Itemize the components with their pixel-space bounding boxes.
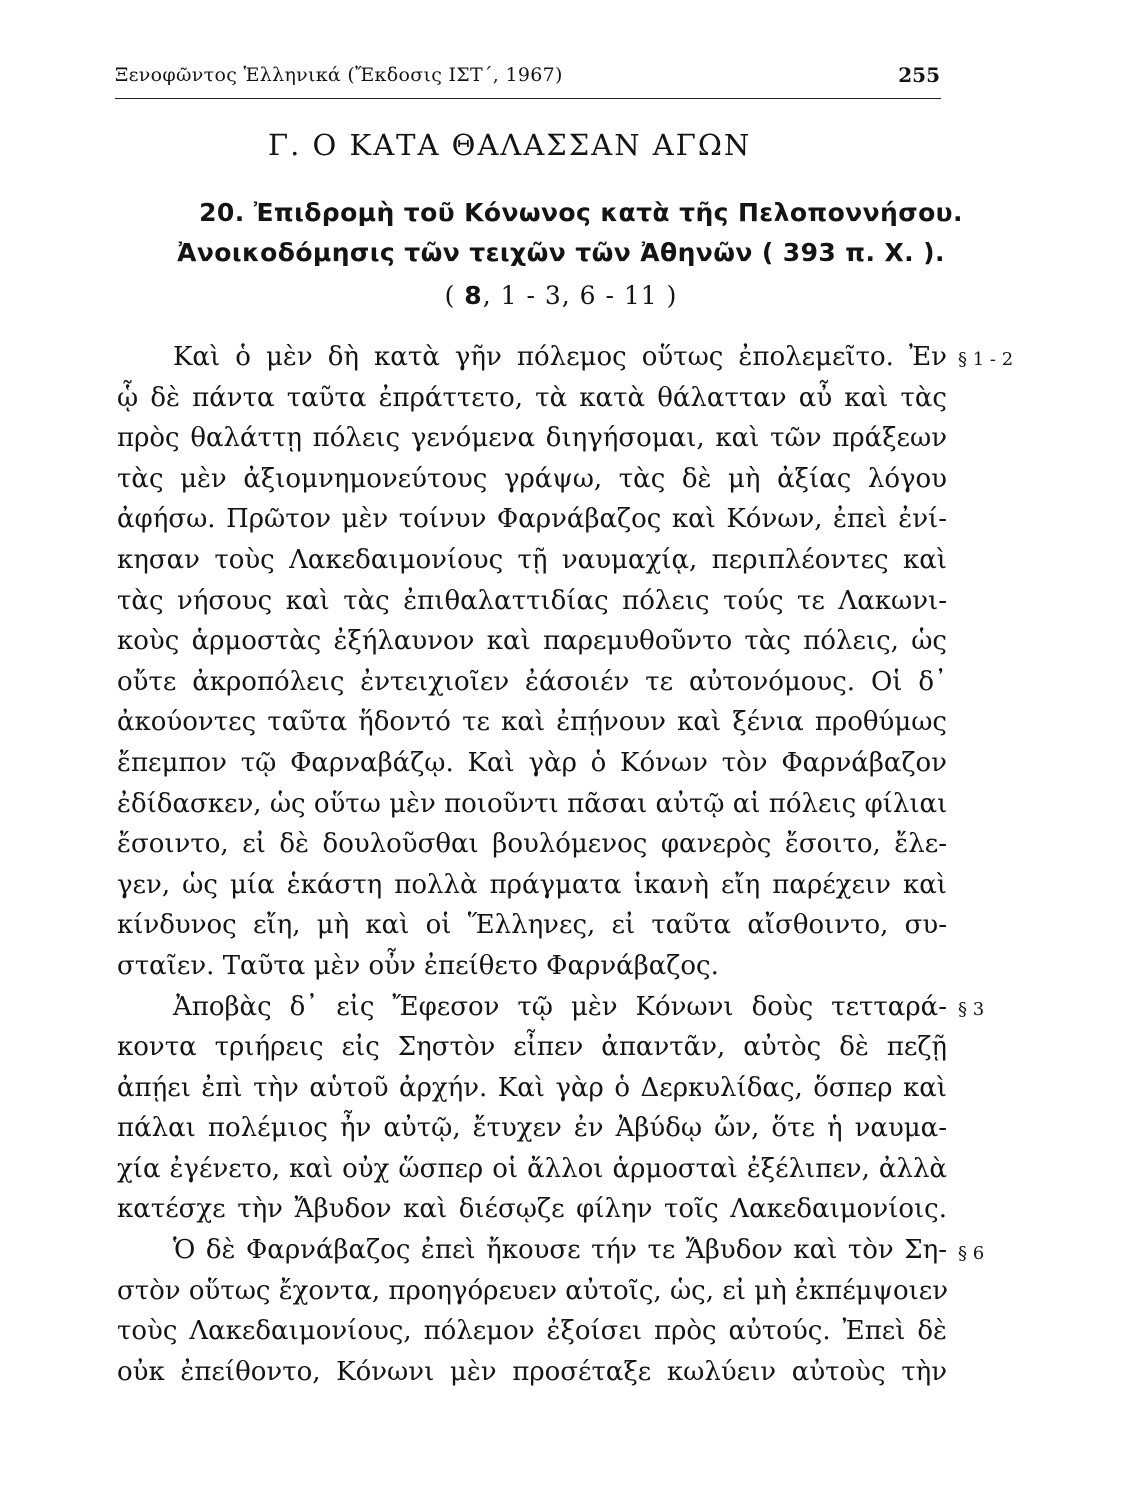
reference-paragraphs: , 1 - 3, 6 - 11	[482, 281, 658, 310]
text-line: ἀκούοντες ταῦτα ἥδοντό τε καὶ ἐπῄνουν καὶ ξένια προθύμως	[117, 707, 947, 738]
margin-note-paragraph-6: § 6	[958, 1243, 985, 1264]
running-header-title: Ξενοφῶντος Ἑλληνικά (Ἔκδοσις ΙΣΤ΄, 1967)	[115, 64, 563, 86]
text-line: ἔπεμπον τῷ Φαρναβάζῳ. Καὶ γὰρ ὁ Κόνων τὸν Φαρνάβαζον	[117, 747, 947, 778]
text-line: ἀφήσω. Πρῶτον μὲν τοίνυν Φαρνάβαζος καὶ Κόνων, ἐπεὶ ἐνί-	[117, 504, 947, 535]
text-line: πάλαι πολέμιος ἦν αὐτῷ, ἔτυχεν ἐν Ἀβύδῳ ὤν, ὅτε ἡ ναυμα-	[117, 1113, 947, 1144]
text-line: οὔτε ἀκροπόλεις ἐντειχιοῖεν ἐάσοιέν τε αὐτονόμους. Οἱ δ᾿	[117, 666, 947, 697]
text-line: κοντα τριήρεις εἰς Σηστὸν εἶπεν ἀπαντᾶν, αὐτὸς δὲ πεζῇ	[117, 1032, 947, 1063]
text-line: κατέσχε τὴν Ἄβυδον καὶ διέσῳζε φίλην τοῖς Λακεδαιμονίοις.	[117, 1194, 947, 1225]
text-line: χία ἐγένετο, καὶ οὐχ ὥσπερ οἱ ἄλλοι ἁρμοσταὶ ἐξέλιπεν, ἀλλὰ	[117, 1153, 947, 1184]
margin-note-paragraph-3: § 3	[958, 999, 985, 1020]
page-number: 255	[898, 63, 940, 87]
body-text	[117, 337, 947, 1392]
header-rule	[115, 98, 941, 99]
margin-note-paragraph-1-2: § 1 - 2	[958, 349, 1014, 370]
section-reference: ( 8, 1 - 3, 6 - 11 )	[444, 281, 678, 310]
text-line: Ὁ δὲ Φαρνάβαζος ἐπεὶ ἤκουσε τήν τε Ἄβυδον καὶ τὸν Ση-	[173, 1235, 947, 1266]
reference-book: 8	[464, 281, 483, 310]
text-line: τὰς νήσους καὶ τὰς ἐπιθαλαττιδίας πόλεις τούς τε Λακωνι-	[117, 585, 947, 616]
text-line: ἐδίδασκεν, ὡς οὕτω μὲν ποιοῦντι πᾶσαι αὐτῷ αἱ πόλεις φίλιαι	[117, 788, 948, 819]
text-line: γεν, ὡς μία ἑκάστη πολλὰ πράγματα ἱκανὴ εἴη παρέχειν καὶ	[117, 869, 947, 900]
text-line: Καὶ ὁ μὲν δὴ κατὰ γῆν πόλεμος οὕτως ἐπολεμεῖτο. Ἐν	[173, 342, 947, 372]
section-heading-line-2: Ἀνοικοδόμησις τῶν τειχῶν τῶν Ἀθηνῶν ( 393 π. Χ. ).	[177, 238, 945, 267]
text-line: Ἀποβὰς δ᾿ εἰς Ἔφεσον τῷ μὲν Κόνωνι δοὺς τετταρά-	[173, 991, 947, 1022]
chapter-title: Γ. Ο ΚΑΤΑ ΘΑΛΑΣΣΑΝ ΑΓΩΝ	[268, 128, 752, 162]
text-line: πρὸς θαλάττῃ πόλεις γενόμενα διηγήσομαι, καὶ τῶν πράξεων	[117, 423, 947, 454]
text-line: κίνδυνος εἴη, μὴ καὶ οἱ Ἕλληνες, εἰ ταῦτα αἴσθοιντο, συ-	[117, 910, 947, 941]
section-heading-line-1: 20. Ἐπιδρομὴ τοῦ Κόνωνος κατὰ τῆς Πελοποννήσου.	[199, 198, 963, 227]
text-line: τὰς μὲν ἀξιομνημονεύτους γράψω, τὰς δὲ μὴ ἀξίας λόγου	[117, 463, 947, 494]
text-line: τοὺς Λακεδαιμονίους, πόλεμον ἐξοίσει πρὸς αὐτούς. Ἐπεὶ δὲ	[117, 1316, 947, 1347]
text-line: στὸν οὕτως ἔχοντα, προηγόρευεν αὐτοῖς, ὡς, εἰ μὴ ἐκπέμψοιεν	[117, 1275, 949, 1306]
text-line: ἔσοιντο, εἰ δὲ δουλοῦσθαι βουλόμενος φανερὸς ἔσοιτο, ἔλε-	[117, 829, 947, 860]
text-line: σταῖεν. Ταῦτα μὲν οὖν ἐπείθετο Φαρνάβαζος.	[117, 950, 719, 981]
text-line: κοὺς ἁρμοστὰς ἐξήλαυνον καὶ παρεμυθοῦντο τὰς πόλεις, ὡς	[117, 626, 947, 657]
text-line: κησαν τοὺς Λακεδαιμονίους τῇ ναυμαχίᾳ, περιπλέοντες καὶ	[117, 544, 947, 575]
text-line: οὐκ ἐπείθοντο, Κόνωνι μὲν προσέταξε κωλύειν αὐτοὺς τὴν	[117, 1356, 947, 1387]
text-line: ᾧ δὲ πάντα ταῦτα ἐπράττετο, τὰ κατὰ θάλατταν αὖ καὶ τὰς	[117, 382, 947, 413]
text-line: ἀπῄει ἐπὶ τὴν αὑτοῦ ἀρχήν. Καὶ γὰρ ὁ Δερκυλίδας, ὅσπερ καὶ	[117, 1072, 947, 1103]
